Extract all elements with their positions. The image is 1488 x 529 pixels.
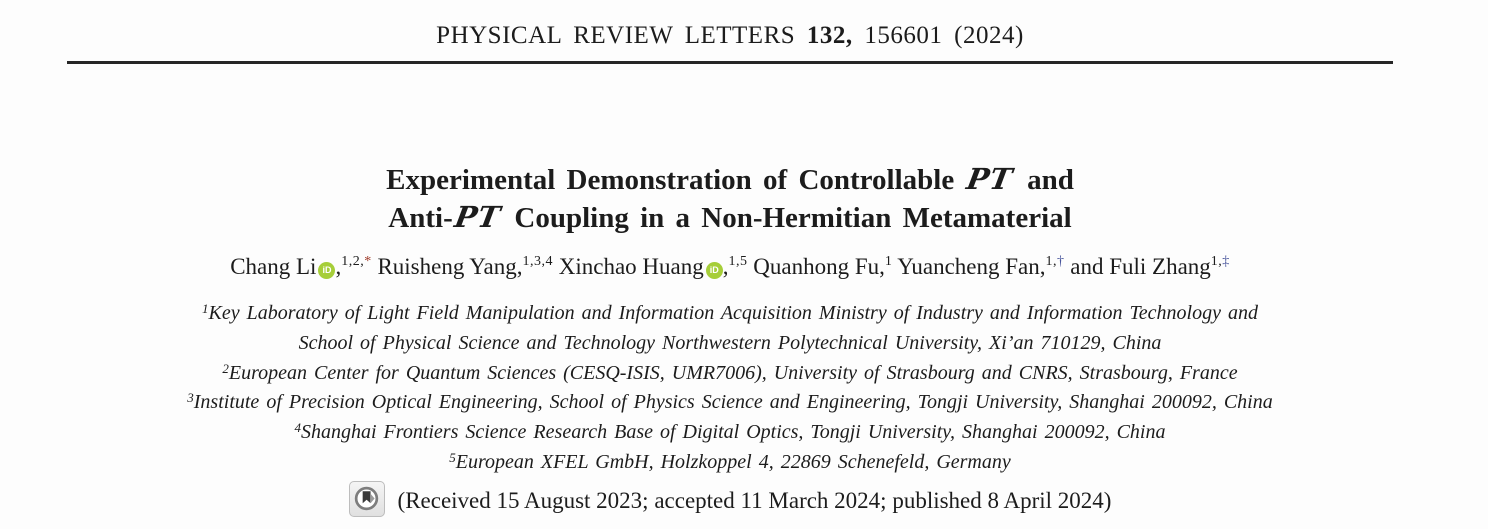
separator: , [722, 254, 729, 279]
paper-title [0, 161, 1460, 237]
and-word: and [1070, 254, 1104, 279]
affiliation-line-5 [0, 448, 1460, 478]
affiliation-text: Key Laboratory of Light Field Manipulation and Information Acquisition Ministry of Industry and Information Technology and [208, 302, 1258, 324]
header-divider-rule [67, 61, 1393, 64]
affiliation-text: European Center for Quantum Sciences (CESQ-ISIS, UMR7006), University of Strasbourg and CNRS, Strasbourg, France [228, 361, 1238, 384]
affiliation-refs: 1,5 [728, 254, 748, 269]
author-name-4: Quanhong Fu [753, 254, 880, 279]
affiliation-refs: 1,2, [341, 254, 365, 269]
crossmark-glyph [353, 485, 380, 512]
affiliation-text: European XFEL GmbH, Holzkoppel 4, 22869 Schenefeld, Germany [455, 450, 1011, 473]
author-superscript-6 [1211, 254, 1230, 269]
affiliation-superscript: 2 [222, 360, 229, 376]
affiliation-line-3 [0, 388, 1460, 418]
affiliation-text: Shanghai Frontiers Science Research Base of Digital Optics, Tongji University, Shanghai 200092, China [301, 421, 1166, 444]
affiliation-refs: 1, [1210, 254, 1223, 269]
affiliation-superscript: 5 [449, 449, 456, 465]
author-superscript-2 [523, 254, 554, 269]
author-name-2: Ruisheng Yang [377, 254, 517, 279]
author-name-5: Yuancheng Fan [897, 254, 1040, 279]
affiliation-refs: 1, [1045, 254, 1057, 269]
author-superscript-4 [885, 254, 893, 269]
affiliation-line-2 [0, 359, 1460, 389]
script-pt-symbol: PT [964, 162, 1016, 196]
affiliation-line-1 [0, 299, 1460, 329]
affiliations-block [0, 299, 1460, 478]
orcid-icon[interactable]: iD [318, 262, 335, 279]
journal-header [0, 22, 1460, 50]
title-text: Anti- [388, 202, 453, 234]
author-name-1: Chang Li [230, 254, 317, 279]
affiliation-line-1-cont [0, 329, 1460, 359]
author-name-3: Xinchao Huang [558, 254, 704, 279]
script-pt-symbol: PT [451, 200, 504, 234]
author-superscript-3 [729, 254, 748, 269]
affiliation-text: Institute of Precision Optical Engineering, School of Physics Science and Engineering, Tongji University, Shanghai 200092, China [193, 391, 1273, 414]
journal-volume: 132, [806, 22, 853, 49]
title-line-1 [0, 161, 1460, 199]
author-superscript-5 [1045, 254, 1064, 269]
authors-line [0, 254, 1460, 280]
author-name-6: Fuli Zhang [1109, 254, 1211, 279]
title-text: and [1015, 164, 1074, 196]
orcid-icon[interactable]: iD [706, 262, 723, 279]
separator: , [1039, 254, 1046, 279]
separator: , [879, 254, 885, 279]
affiliation-superscript: 4 [294, 420, 301, 436]
author-superscript-1 [341, 254, 372, 269]
footnote-double-dagger-link[interactable]: ‡ [1222, 254, 1230, 269]
received-dates-text: (Received 15 August 2023; accepted 11 March 2024; published 8 April 2024) [397, 488, 1112, 513]
affiliation-superscript: 3 [187, 390, 194, 406]
affiliation-superscript: 1 [202, 301, 209, 316]
footnote-dagger-link[interactable]: † [1056, 254, 1065, 269]
affiliation-refs: 1 [884, 254, 893, 269]
title-text: Coupling in a Non-Hermitian Metamaterial [503, 202, 1072, 234]
title-text: Experimental Demonstration of Controllable [386, 164, 966, 196]
dates-line [0, 481, 1460, 517]
separator: , [335, 254, 342, 279]
affiliation-line-4 [0, 418, 1460, 448]
separator: , [516, 254, 523, 279]
crossmark-check-icon[interactable] [349, 481, 385, 517]
title-line-2 [0, 199, 1460, 237]
affiliation-refs: 1,3,4 [522, 254, 554, 269]
journal-name: PHYSICAL REVIEW LETTERS [436, 22, 796, 49]
affiliation-text: School of Physical Science and Technology Northwestern Polytechnical University, Xi’an 710129, China [298, 331, 1162, 354]
footnote-star-link[interactable]: * [364, 254, 372, 269]
journal-citation: 156601 (2024) [864, 22, 1024, 49]
